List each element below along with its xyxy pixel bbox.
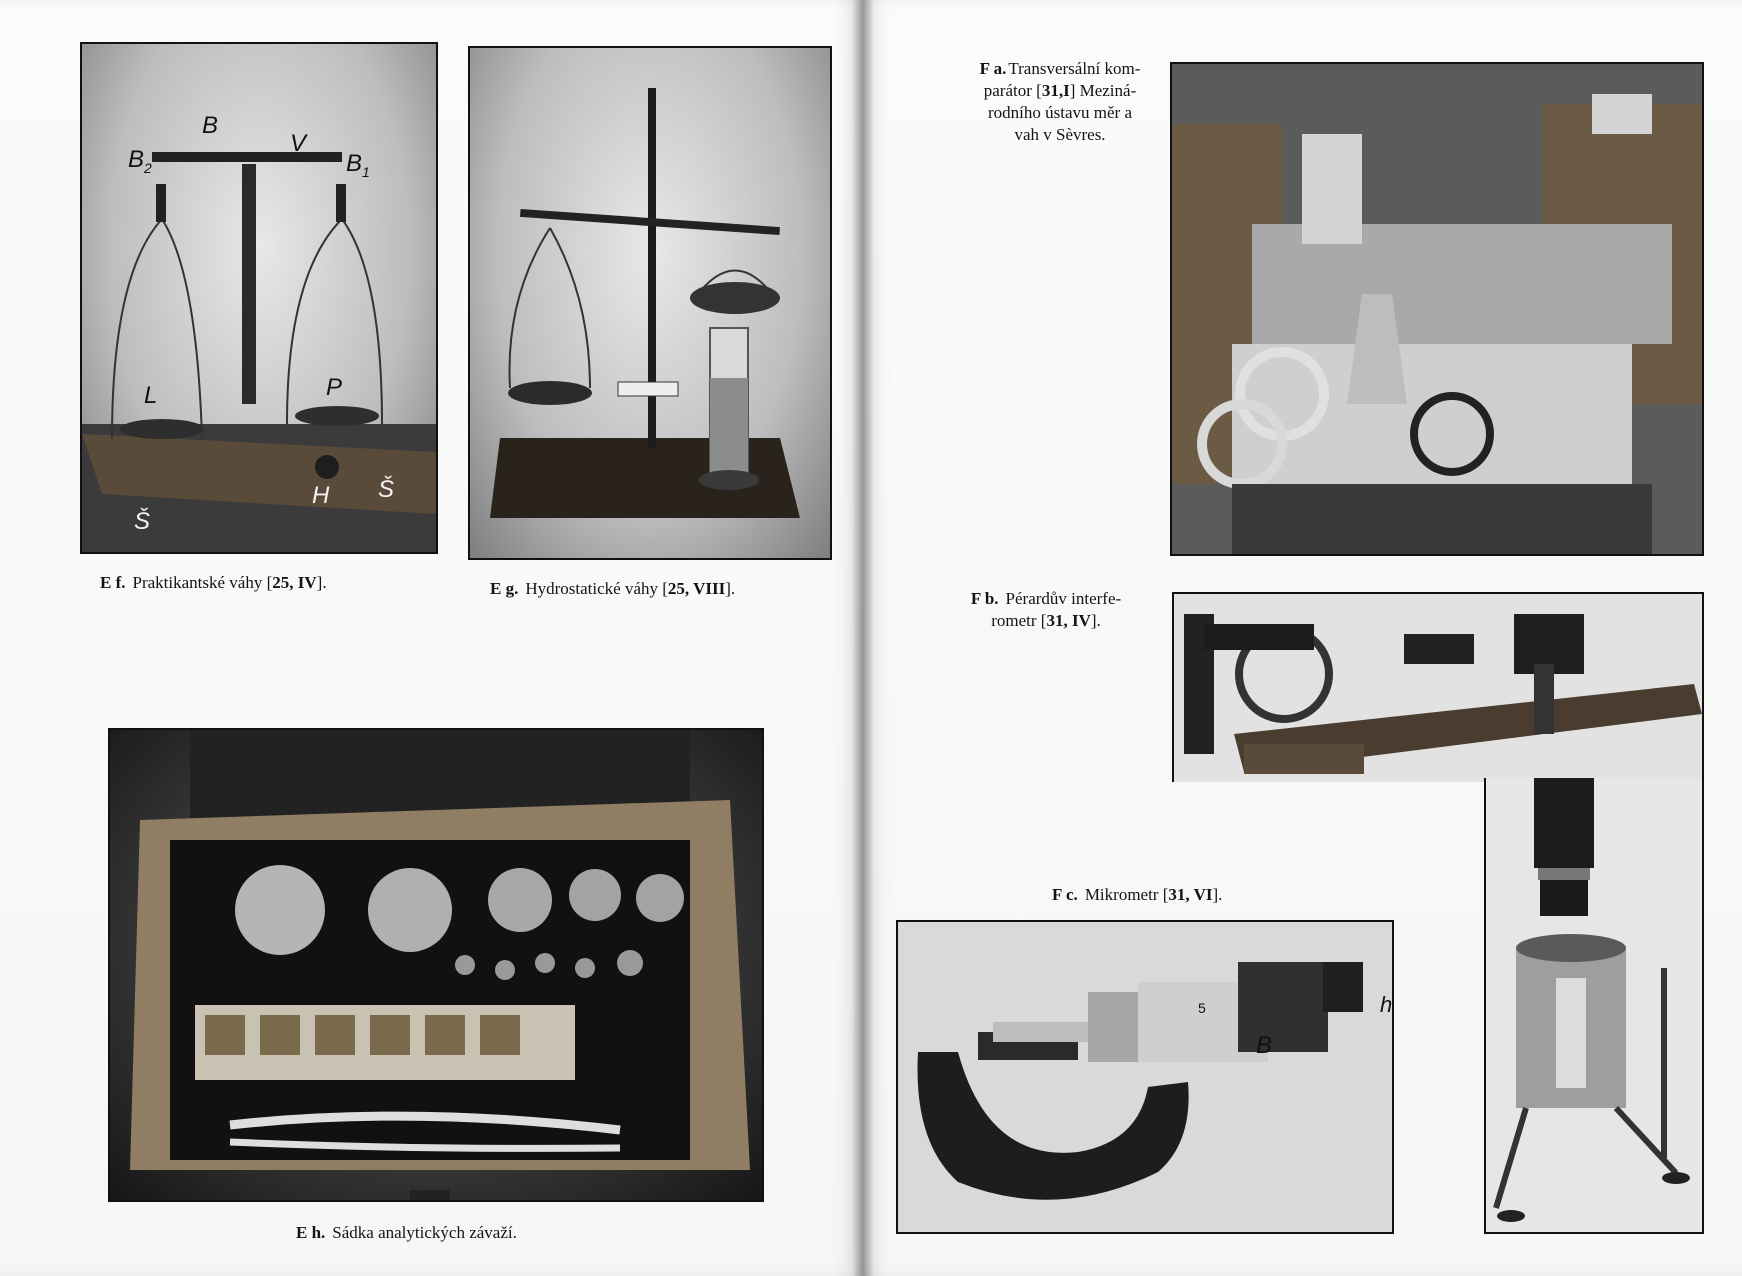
- micrometer-label-h: h: [1380, 992, 1393, 1017]
- label-B1-text: B: [346, 150, 363, 177]
- caption-eh: [296, 1222, 517, 1244]
- caption-fa-line1: [946, 58, 1174, 80]
- caption-fb-line1: [946, 588, 1146, 610]
- photo-fb-interferometer: [1172, 592, 1704, 782]
- caption-eg-id: E g.: [490, 579, 519, 598]
- caption-fb-id: F b.: [970, 589, 999, 608]
- caption-fa-line2-pre: parátor [: [983, 81, 1042, 100]
- hydrostatic-balance-illustration: [470, 48, 830, 558]
- label-H: H: [312, 482, 330, 509]
- photo-eg-hydrostatic-balance: [468, 46, 832, 560]
- label-P: P: [326, 374, 343, 401]
- photo-fa-comparator: [1170, 62, 1704, 556]
- caption-fa-line2: [946, 80, 1174, 102]
- label-B: B: [202, 112, 219, 139]
- label-B2-text: B: [128, 146, 145, 173]
- micrometer-scale-5: 5: [1198, 1000, 1206, 1016]
- caption-fa: [946, 58, 1174, 146]
- photo-fc-micrometer: [896, 920, 1394, 1234]
- photo-fb-lower-column: [1484, 778, 1704, 1234]
- interferometer-illustration: [1174, 594, 1702, 782]
- caption-eg: [490, 578, 735, 600]
- caption-fa-ref: 31,I: [1041, 81, 1070, 100]
- caption-ef-id: E f.: [100, 573, 126, 592]
- label-S-left: Š: [134, 508, 151, 535]
- caption-ef-text: Praktikantské váhy [: [132, 573, 273, 592]
- label-B2: [128, 146, 152, 176]
- caption-fc-text: Mikrometr [: [1084, 885, 1169, 904]
- caption-eh-text: Sádka analytických závaží.: [332, 1223, 517, 1242]
- caption-fb-line2: [946, 610, 1146, 632]
- label-B1-sub: 1: [362, 163, 370, 180]
- caption-fa-line1-text: Transversální kom-: [1008, 59, 1141, 78]
- micrometer-label-B: B: [1256, 1032, 1273, 1059]
- label-S-right: Š: [378, 476, 395, 503]
- caption-fa-line2-post: ] Meziná-: [1069, 81, 1137, 100]
- caption-fc-ref: 31, VI: [1168, 885, 1213, 904]
- caption-eg-ref: 25, VIII: [667, 579, 726, 598]
- photo-ef-practical-balance: [80, 42, 438, 554]
- caption-fb-line2-post: ].: [1090, 611, 1101, 630]
- caption-fa-line3: rodního ústavu měr a: [988, 103, 1132, 122]
- caption-eh-id: E h.: [296, 1223, 326, 1242]
- caption-fa-id: F a.: [979, 59, 1007, 78]
- interferometer-column-illustration: [1486, 778, 1702, 1232]
- caption-fc-end: ].: [1212, 885, 1223, 904]
- caption-fb-line1-text: Pérardův interfe-: [1005, 589, 1122, 608]
- caption-fc-id: F c.: [1052, 885, 1078, 904]
- caption-eg-end: ].: [725, 579, 736, 598]
- caption-ef-end: ].: [316, 573, 327, 592]
- label-V: V: [290, 130, 307, 157]
- caption-fb: [946, 588, 1146, 632]
- micrometer-illustration: [898, 922, 1392, 1232]
- comparator-illustration: [1172, 64, 1702, 554]
- caption-ef: [100, 572, 327, 594]
- label-B2-sub: 2: [144, 159, 152, 176]
- book-gutter: [852, 0, 874, 1276]
- weights-box-illustration: [110, 730, 762, 1200]
- caption-eg-text: Hydrostatické váhy [: [525, 579, 668, 598]
- caption-fc: [1052, 884, 1222, 906]
- caption-ef-ref: 25, IV: [272, 573, 317, 592]
- label-L: L: [144, 382, 158, 409]
- caption-fa-line4: vah v Sèvres.: [1014, 125, 1106, 144]
- photo-eh-analytical-weights: [108, 728, 764, 1202]
- label-B1: [346, 150, 370, 180]
- caption-fb-ref: 31, IV: [1046, 611, 1091, 630]
- caption-fb-line2-pre: rometr [: [991, 611, 1047, 630]
